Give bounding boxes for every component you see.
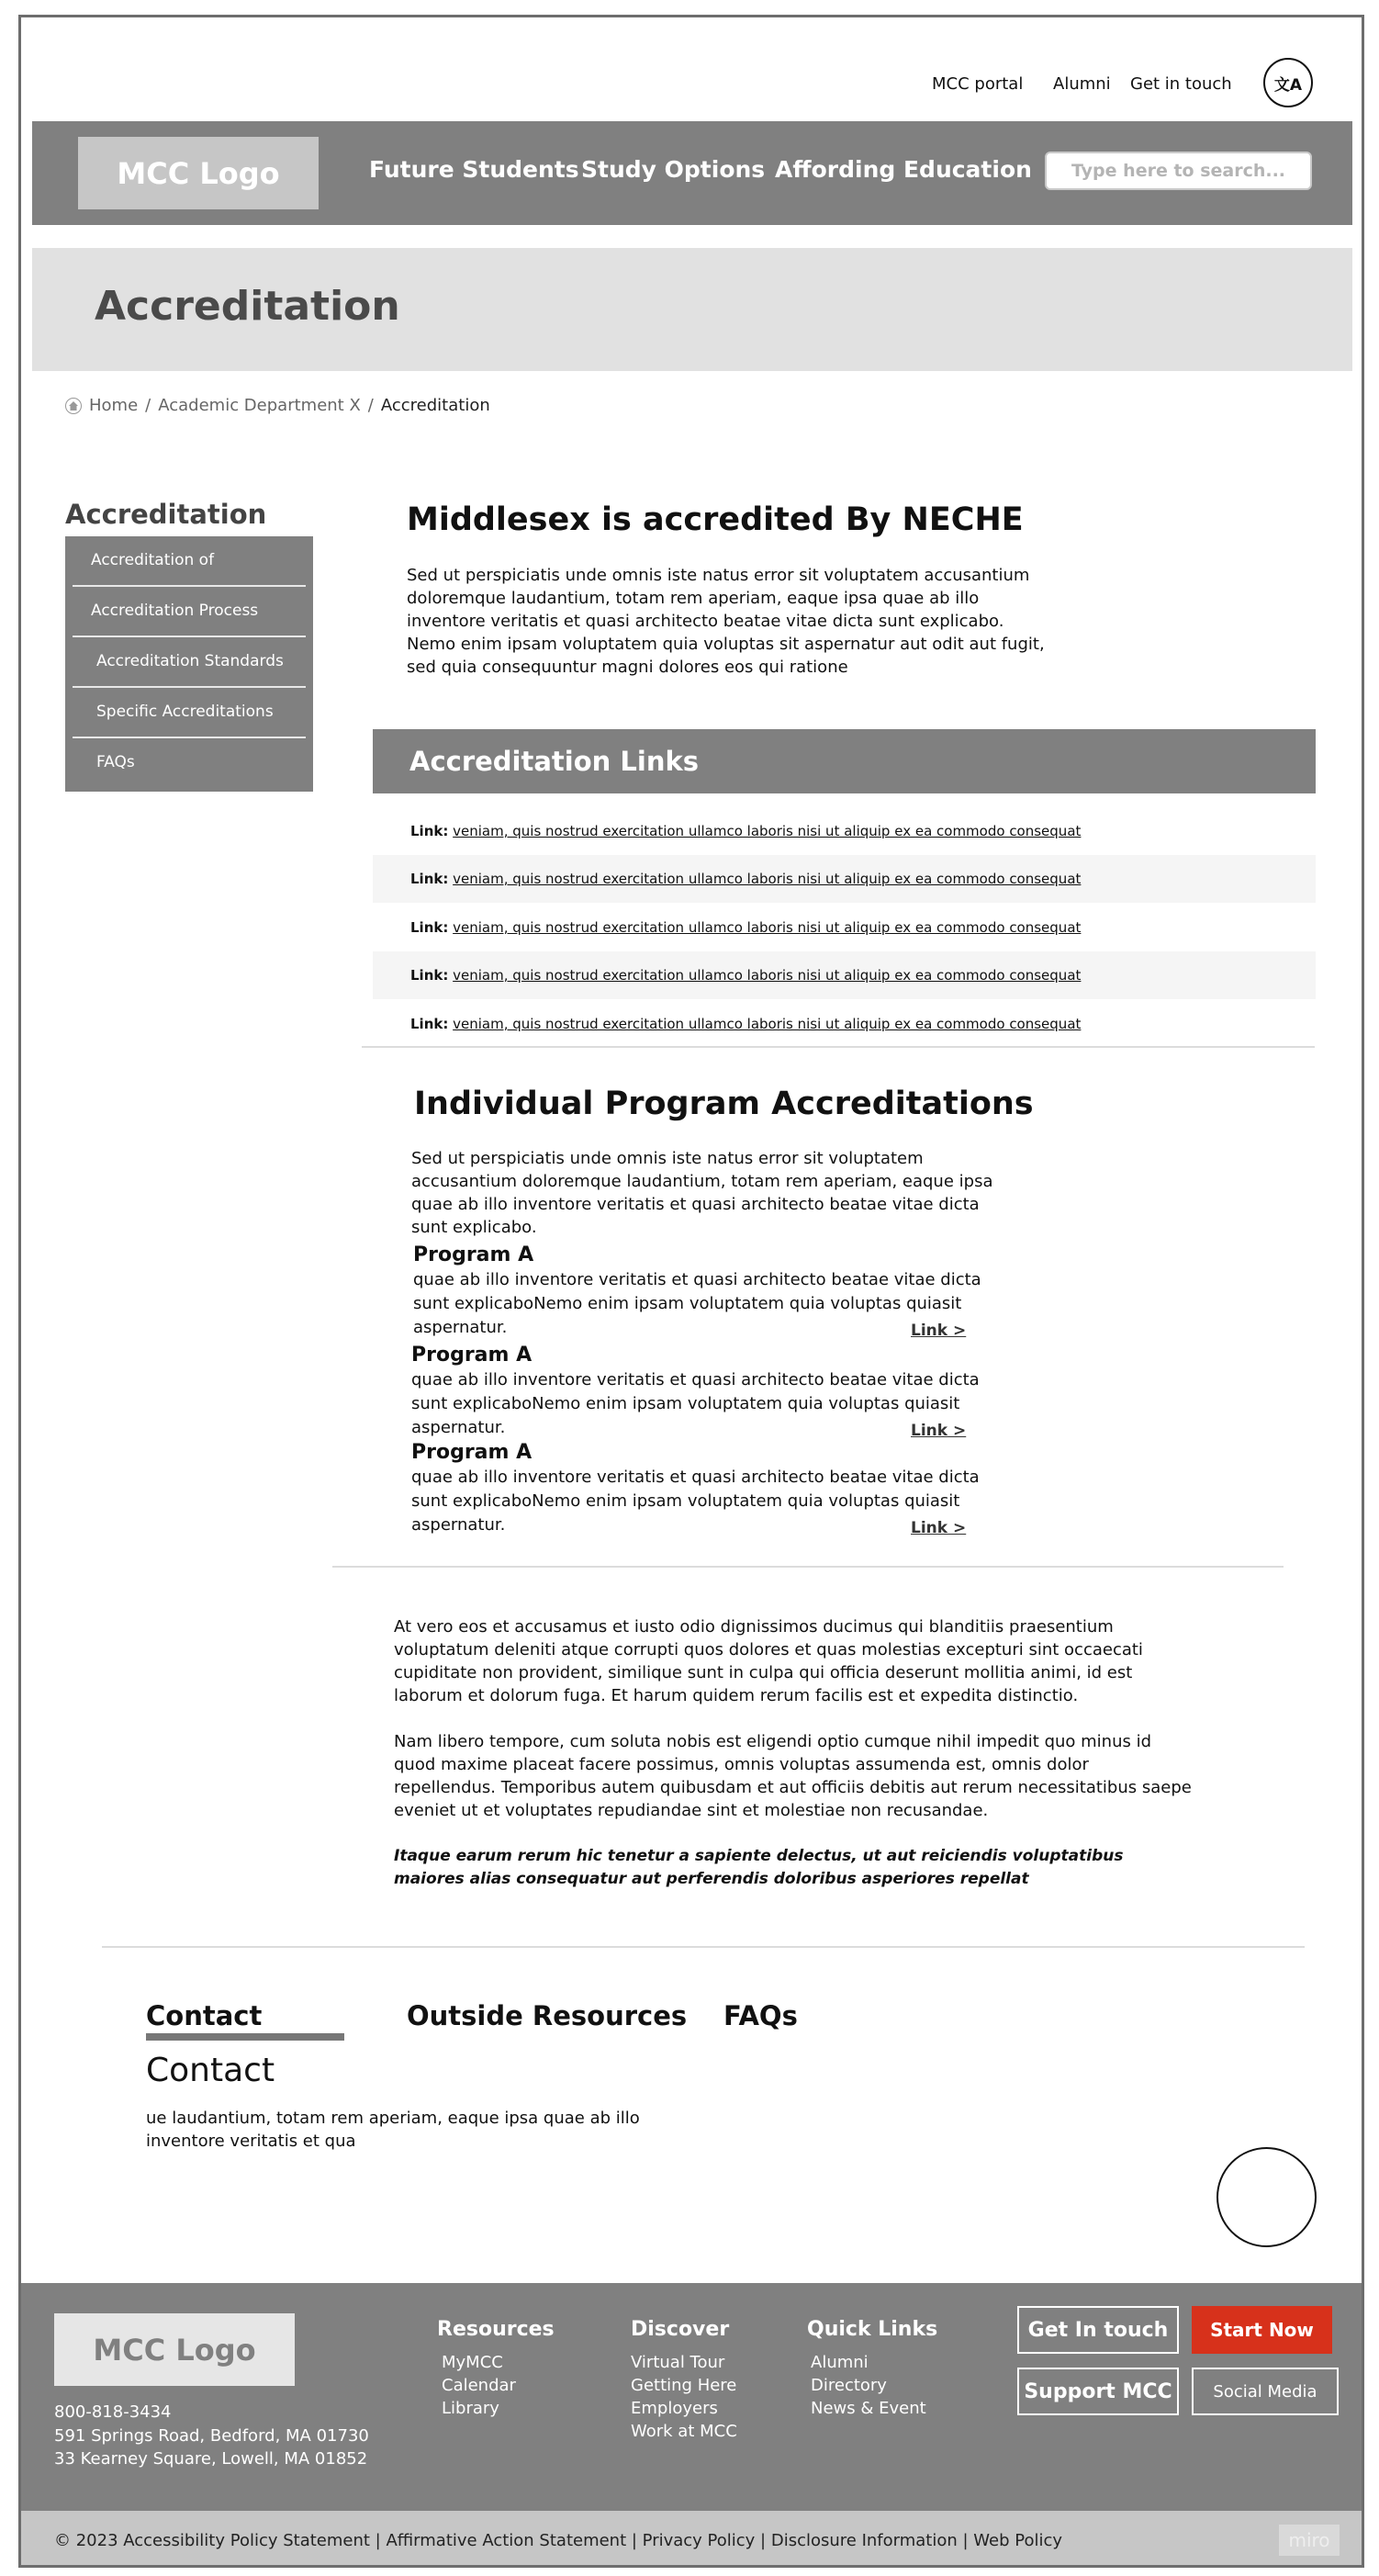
link-row[interactable] (373, 951, 1316, 999)
link-row[interactable] (373, 807, 1316, 855)
breadcrumb-home[interactable]: Home (89, 396, 139, 415)
footer-link[interactable]: News & Event (811, 2399, 926, 2418)
sidebar-item-faqs[interactable]: FAQs (96, 753, 135, 771)
footer-link[interactable]: Employers (631, 2399, 718, 2418)
programs-intro: Sed ut perspiciatis unde omnis iste natus error sit voluptatem accusantium doloremque laudantium, totam rem aperiam, eaque ipsa quae ab illo inventore veritatis et quasi architecto beatae vitae dicta sunt explicabo. (411, 1149, 993, 1237)
footer-link[interactable]: Virtual Tour (631, 2353, 725, 2372)
link-text[interactable]: veniam, quis nostrud exercitation ullamco laboris nisi ut aliquip ex ea commodo consequat (453, 967, 1082, 984)
social-media-button[interactable]: Social Media (1192, 2368, 1339, 2415)
sidebar-title: Accreditation (65, 499, 267, 530)
footer-phone: 800-818-3434 (54, 2402, 172, 2422)
get-in-touch-button[interactable]: Get In touch (1017, 2306, 1179, 2354)
intro-heading: Middlesex is accredited By NECHE (407, 501, 1024, 538)
translate-icon[interactable]: 文A (1263, 58, 1313, 107)
breadcrumb-department[interactable]: Academic Department X (158, 396, 361, 415)
link-label: Link: (410, 919, 449, 936)
link-text[interactable]: veniam, quis nostrud exercitation ullamco laboris nisi ut aliquip ex ea commodo consequat (453, 823, 1082, 839)
footer-link[interactable]: Alumni (811, 2353, 869, 2372)
nav-study-options[interactable]: Study Options (581, 156, 766, 183)
breadcrumb-separator: / (145, 396, 151, 415)
footer-heading-quick-links: Quick Links (807, 2318, 938, 2341)
program-link[interactable]: Link > (911, 1322, 967, 1340)
divider (102, 1946, 1305, 1948)
link-row[interactable] (373, 904, 1316, 951)
program-description: quae ab illo inventore veritatis et quasi architecto beatae vitae dicta sunt explicaboNemo enim ipsam voluptatem quia voluptas quiasit aspernatur. (413, 1270, 981, 1337)
start-now-button[interactable]: Start Now (1192, 2306, 1332, 2354)
page-hero (32, 248, 1352, 371)
breadcrumb (65, 396, 490, 415)
footer-link[interactable]: MyMCC (442, 2353, 503, 2372)
link-row[interactable] (373, 855, 1316, 903)
site-logo[interactable]: MCC Logo (78, 137, 319, 209)
links-heading: Accreditation Links (373, 729, 1316, 793)
nav-future-students[interactable]: Future Students (369, 156, 579, 183)
intro-body: Sed ut perspiciatis unde omnis iste natus error sit voluptatem accusantium doloremque laudantium, totam rem aperiam, eaque ipsa quae ab illo inventore veritatis et quasi architecto beatae vitae dicta sunt explicabo. Nemo enim ipsam voluptatem quia voluptas sit aspernatur aut odit aut fugit, sed quia consequuntur magni dolores eos qui ratione (407, 566, 1045, 677)
link-text[interactable]: veniam, quis nostrud exercitation ullamco laboris nisi ut aliquip ex ea commodo consequat (453, 919, 1082, 936)
program-title: Program A (413, 1243, 534, 1266)
active-tab-indicator (146, 2033, 344, 2041)
link-text[interactable]: veniam, quis nostrud exercitation ullamco laboris nisi ut aliquip ex ea commodo consequat (453, 1016, 1082, 1032)
tab-panel-body: ue laudantium, totam rem aperiam, eaque ipsa quae ab illo inventore veritatis et qua (146, 2109, 640, 2151)
program-link[interactable]: Link > (911, 1422, 967, 1440)
sidebar-item-process[interactable]: Accreditation Process (73, 587, 306, 637)
tab-panel-heading: Contact (146, 2052, 275, 2089)
body-quote: Itaque earum rerum hic tenetur a sapiente delectus, ut aut reiciendis voluptatibus maiores alias consequatur aut perferendis doloribus asperiores repellat (394, 1847, 1124, 1888)
link-label: Link: (410, 1016, 449, 1032)
body-paragraph: Nam libero tempore, cum soluta nobis est eligendi optio cumque nihil impedit quo minus id quod maxime placeat facere possimus, omnis voluptas assumenda est, omnis dolor repellendus. Temporibus autem quibusdam et aut officiis debitis aut rerum necessitatibus saepe eveniet ut et voluptates repudiandae sint et molestiae non recusandae. (394, 1732, 1192, 1820)
footer-link[interactable]: Library (442, 2399, 499, 2418)
footer-link[interactable]: Work at MCC (631, 2422, 737, 2441)
program-title: Program A (411, 1441, 533, 1464)
nav-affording-education[interactable]: Affording Education (775, 156, 1032, 183)
breadcrumb-separator: / (367, 396, 374, 415)
footer-address: 591 Springs Road, Bedford, MA 01730 (54, 2426, 369, 2446)
chat-button[interactable] (1216, 2147, 1317, 2247)
sidebar-item-accreditation-of[interactable]: Accreditation of (73, 536, 306, 587)
breadcrumb-current: Accreditation (380, 396, 490, 415)
body-paragraph: At vero eos et accusamus et iusto odio dignissimos ducimus qui blanditiis praesentium voluptatum deleniti atque corrupti quos dolores et quas molestias excepturi sint occaecati cupiditate non provident, similique sunt in culpa qui officia deserunt mollitia animi, id est laborum et dolorum fuga. Et harum quidem rerum facilis est et expedita distinctio. (394, 1617, 1143, 1705)
link-label: Link: (410, 967, 449, 984)
link-label: Link: (410, 823, 449, 839)
tab-outside-resources[interactable]: Outside Resources (407, 2000, 688, 2031)
home-icon[interactable] (65, 398, 82, 414)
link-row[interactable] (373, 1000, 1316, 1048)
footer-heading-resources: Resources (437, 2318, 555, 2341)
tab-faqs[interactable]: FAQs (723, 2000, 798, 2031)
utility-link-contact[interactable]: Get in touch (1130, 74, 1232, 94)
sidebar-item-standards[interactable]: Accreditation Standards (73, 637, 306, 688)
page-title: Accreditation (95, 283, 400, 330)
sidebar-item-specific[interactable]: Specific Accreditations (73, 688, 306, 738)
footer-logo[interactable]: MCC Logo (54, 2313, 295, 2386)
program-description: quae ab illo inventore veritatis et quasi architecto beatae vitae dicta sunt explicaboNemo enim ipsam voluptatem quia voluptas quiasit aspernatur. (411, 1370, 980, 1437)
legal-bar: © 2023 Accessibility Policy Statement | Affirmative Action Statement | Privacy Policy | Disclosure Information | Web Policy (21, 2511, 1364, 2568)
program-link[interactable]: Link > (911, 1519, 967, 1537)
main-header (32, 121, 1352, 225)
link-text[interactable]: veniam, quis nostrud exercitation ullamco laboris nisi ut aliquip ex ea commodo consequat (453, 871, 1082, 887)
tab-contact[interactable]: Contact (146, 2000, 263, 2031)
support-mcc-button[interactable]: Support MCC (1017, 2368, 1179, 2415)
footer-heading-discover: Discover (631, 2318, 730, 2341)
site-footer (21, 2283, 1364, 2511)
footer-address: 33 Kearney Square, Lowell, MA 01852 (54, 2449, 368, 2469)
search-input[interactable]: Type here to search... (1045, 152, 1312, 190)
footer-link[interactable]: Getting Here (631, 2376, 737, 2395)
program-title: Program A (411, 1344, 533, 1367)
page-frame (18, 15, 1364, 2568)
utility-link-portal[interactable]: MCC portal (932, 74, 1024, 94)
divider (362, 1046, 1315, 1048)
programs-heading: Individual Program Accreditations (414, 1086, 1034, 1122)
link-label: Link: (410, 871, 449, 887)
footer-link[interactable]: Directory (811, 2376, 887, 2395)
divider (332, 1566, 1284, 1568)
miro-watermark: miro (1279, 2525, 1340, 2556)
footer-link[interactable]: Calendar (442, 2376, 516, 2395)
sidebar-menu (65, 536, 313, 792)
utility-link-alumni[interactable]: Alumni (1053, 74, 1111, 94)
program-description: quae ab illo inventore veritatis et quasi architecto beatae vitae dicta sunt explicaboNemo enim ipsam voluptatem quia voluptas quiasit aspernatur. (411, 1468, 980, 1535)
